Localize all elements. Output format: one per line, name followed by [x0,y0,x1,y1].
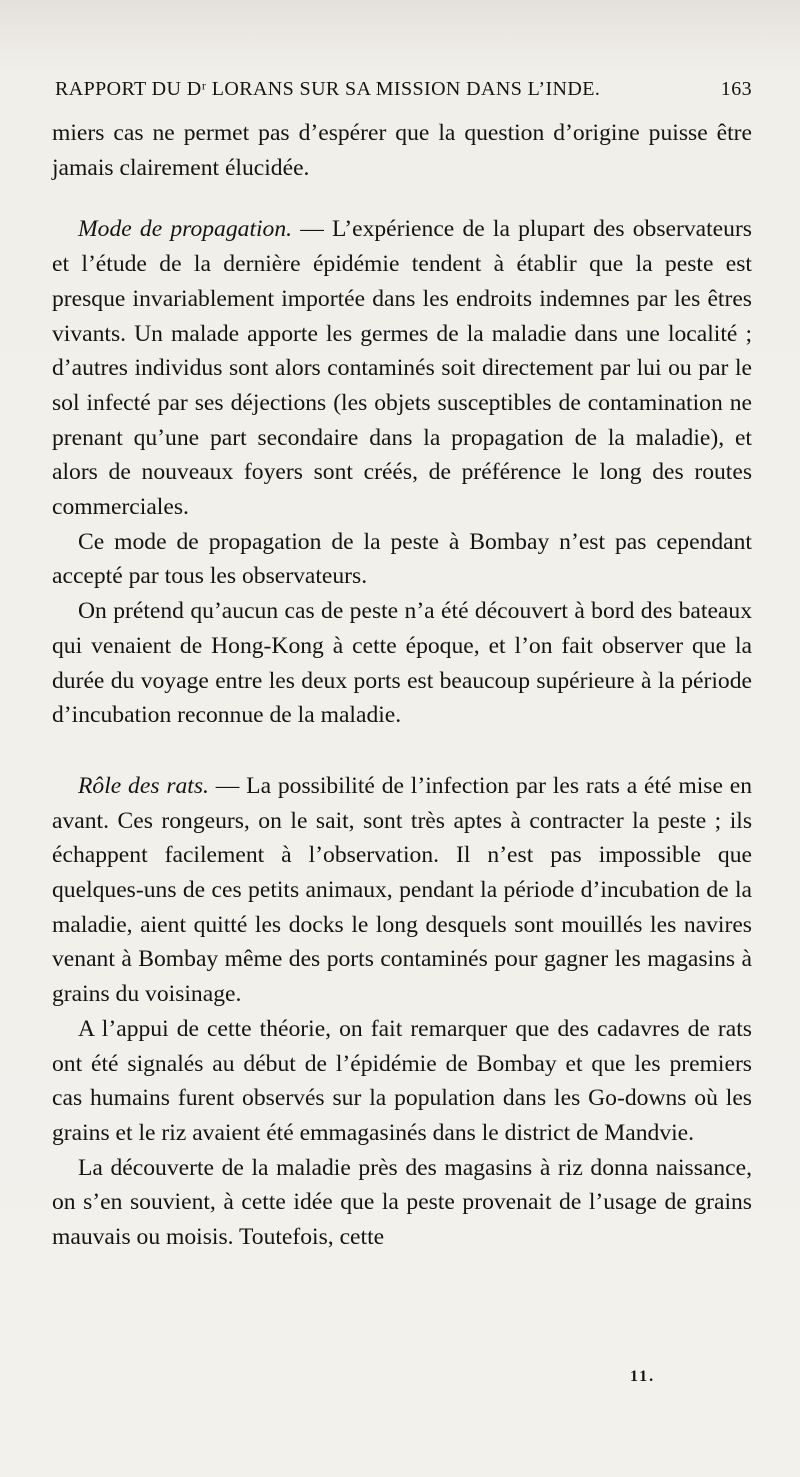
running-header [55,78,752,108]
paragraph: A l’appui de cette théorie, on fait remarquer que des cadavres de rats ont été signalés au début de l’épidémie de Bombay et que les premiers cas humains furent observés sur la population dans les Go-downs où les grains et le riz avaient été emmagasinés dans le district de Mandvie. [52,1015,752,1146]
body-text [52,116,752,1255]
paragraph: La découverte de la maladie près des magasins à riz donna naissance, on s’en souvient, à cette idée que la peste provenait de l’usage de grains mauvais ou moisis. Toutefois, cette [52,1154,752,1251]
running-title: RAPPORT DU Dʳ LORANS SUR SA MISSION DANS L’INDE. [55,78,601,100]
paragraph: On prétend qu’aucun cas de peste n’a été découvert à bord des bateaux qui venaient de Hong-Kong à cette époque, et l’on fait observer que la durée du voyage entre les deux ports est beaucoup supérieure à la période d’incubation reconnue de la maladie. [52,598,752,729]
page-number: 163 [720,78,752,100]
signature-mark: 11. [630,1368,656,1385]
paragraph-role-des-rats [52,769,752,1012]
section-heading-mode-de-propagation: Mode de propagation. [78,216,293,243]
paragraph-text: — L’expérience de la plupart des observateurs et l’étude de la dernière épidémie tendent à établir que la peste est presque invariablement importée dans les endroits indemnes par les êtres vivants. Un malade apporte les germes de la maladie dans une localité ; d’autres individus sont alors contaminés soit directement par lui ou par le sol infecté par ses déjections (les objets susceptibles de contamination ne prenant qu’une part secondaire dans la propagation de la maladie), et alors de nouveaux foyers sont créés, de préférence le long des routes commerciales. [52,216,752,521]
paragraph: Ce mode de propagation de la peste à Bombay n’est pas cependant accepté par tous les observateurs. [52,528,752,590]
paragraph-continuation: miers cas ne permet pas d’espérer que la question d’origine puisse être jamais clairement élucidée. [52,120,752,181]
section-heading-role-des-rats: Rôle des rats. [78,772,209,799]
paragraph-mode-de-propagation [52,212,752,524]
paragraph-text: — La possibilité de l’infection par les rats a été mise en avant. Ces rongeurs, on le sait, sont très aptes à contracter la peste ; ils échappent facilement à l’observation. Il n’est pas impossible que quelques-uns de ces petits animaux, pendant la période d’incubation de la maladie, aient quitté les docks le long desquels sont mouillés les navires venant à Bombay même des ports contaminés pour gagner les magasins à grains du voisinage. [52,772,753,1008]
